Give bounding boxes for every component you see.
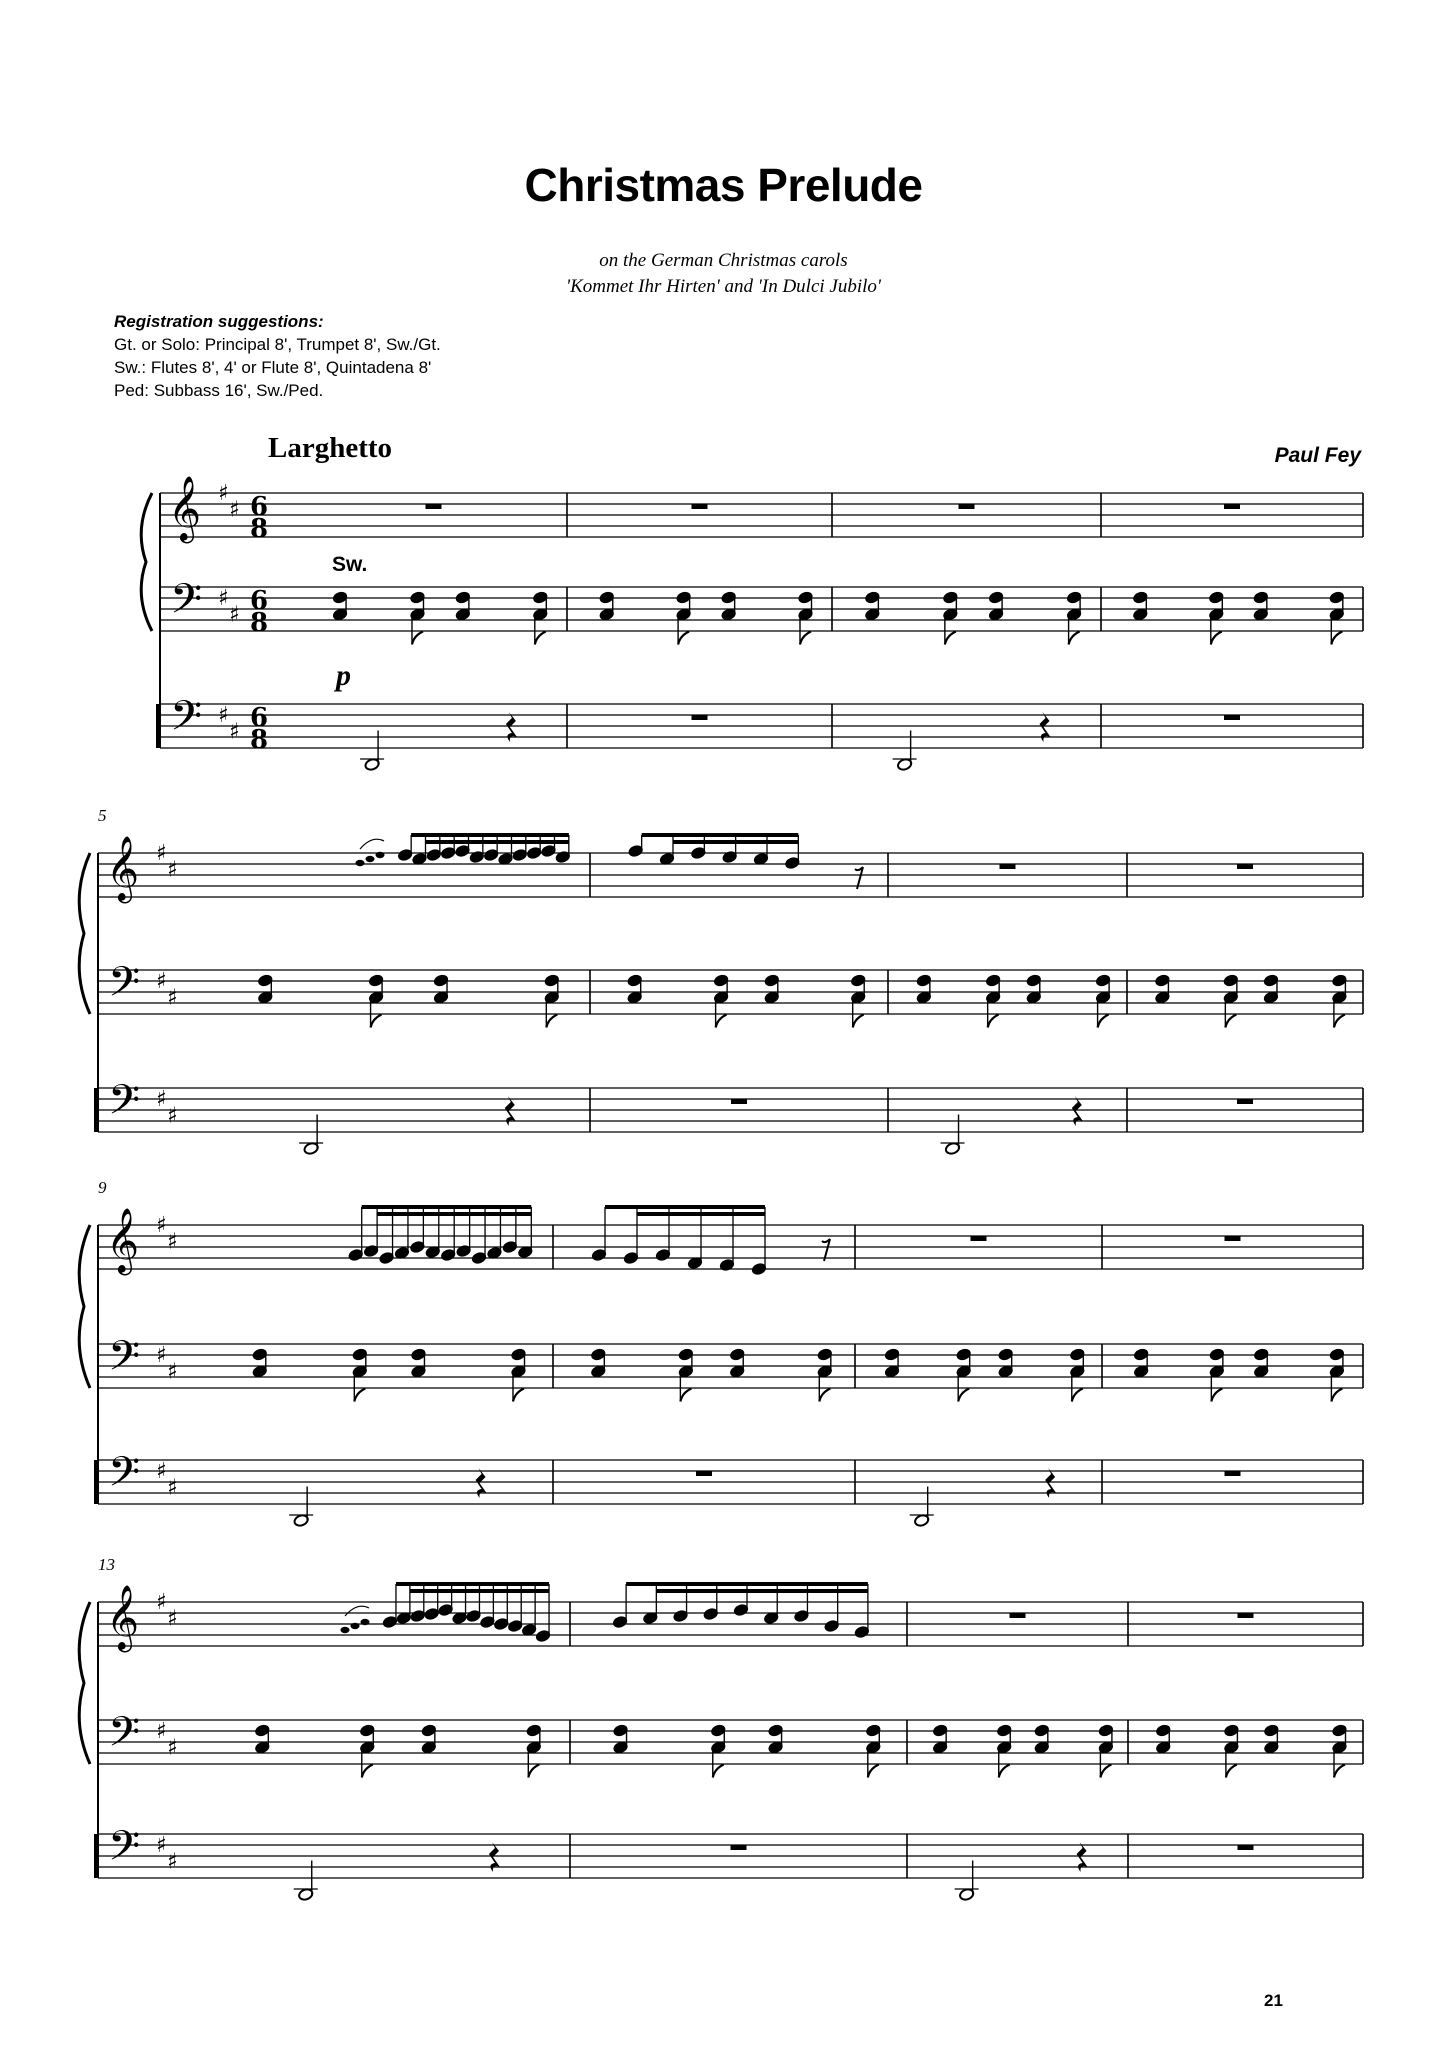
sharp-sign: ♯ [156,1087,167,1112]
note-flag [1334,1015,1345,1028]
sharp-sign: ♯ [156,1590,167,1615]
whole-rest [731,1099,747,1104]
measure-number: 5 [98,806,107,825]
note-flag [1211,1389,1222,1402]
note-flag [988,1015,999,1028]
note-flag [819,1389,830,1402]
sharp-sign: ♯ [218,586,229,611]
sharp-sign: ♯ [167,985,178,1011]
sharp-sign: ♯ [229,497,240,523]
time-signature-numerator: 6 [250,492,269,522]
grace-note [341,1627,350,1633]
grace-note [376,852,385,858]
whole-rest [692,504,708,509]
pedal-bracket [94,1834,97,1878]
whole-rest [1224,715,1240,720]
note-flag [716,1015,727,1028]
note-flag [1211,632,1222,645]
note-flag [535,632,546,645]
bass-clef: 𝄢 [170,692,203,750]
whole-rest [1237,1099,1253,1104]
whole-rest [1237,864,1253,869]
note-flag [800,632,811,645]
sharp-sign: ♯ [167,1606,178,1632]
treble-clef: 𝄞 [168,476,202,541]
grace-note [356,860,365,866]
note-flag [546,1015,557,1028]
sharp-sign: ♯ [156,969,167,994]
sharp-sign: ♯ [167,1359,178,1385]
note-flag [354,1389,365,1402]
composer-name: Paul Fey [1274,444,1361,467]
manual-label: Sw. [332,553,368,576]
whole-rest [971,1236,987,1241]
treble-clef: 𝄞 [106,836,140,901]
score-system [79,806,1363,1155]
note-flag [513,1389,524,1402]
sharp-sign: ♯ [229,602,240,628]
sharp-sign: ♯ [167,1229,178,1255]
dynamic-marking: p [336,659,351,692]
subtitle-line-2: 'Kommet Ihr Hirten' and 'In Dulci Jubilo' [566,276,881,297]
measure-number: 13 [98,1555,115,1574]
note-flag [1100,1765,1111,1778]
note-flag [853,1015,864,1028]
slur [360,839,384,849]
score-system [79,1178,1363,1527]
bass-clef: 𝄢 [108,1076,141,1134]
note-flag [1072,1389,1083,1402]
bass-clef: 𝄢 [108,958,141,1016]
note-flag [1225,1015,1236,1028]
note-flag [868,1765,879,1778]
sharp-sign: ♯ [167,1849,178,1875]
note-flag [1098,1015,1109,1028]
note-flag [1226,1765,1237,1778]
whole-rest [959,504,975,509]
treble-clef: 𝄞 [106,1208,140,1273]
whole-rest [731,1845,747,1850]
sharp-sign: ♯ [156,1343,167,1368]
sharp-sign: ♯ [218,481,229,506]
grace-note [361,1619,370,1625]
note-flag [713,1765,724,1778]
time-signature-numerator: 6 [250,703,269,733]
whole-rest [426,504,442,509]
sharp-sign: ♯ [167,857,178,883]
note-flag [958,1389,969,1402]
score-system [79,1555,1363,1901]
sharp-sign: ♯ [156,1719,167,1744]
pedal-bracket [94,1460,97,1504]
sharp-sign: ♯ [229,719,240,745]
page-number: 21 [1264,1991,1283,2010]
note-flag [999,1765,1010,1778]
brace [79,853,90,1014]
time-signature-denominator: 8 [250,514,269,544]
whole-rest [1224,504,1240,509]
tempo-marking: Larghetto [268,432,393,464]
note-flag [1334,1765,1345,1778]
note-flag [371,1015,382,1028]
note-flag [678,632,689,645]
whole-rest [1238,1613,1254,1618]
note-flag [1331,1389,1342,1402]
whole-rest [692,715,708,720]
time-signature-denominator: 8 [250,608,269,638]
registration-heading: Registration suggestions: [114,312,324,331]
time-signature-numerator: 6 [250,586,269,616]
sharp-sign: ♯ [156,841,167,866]
time-signature-denominator: 8 [250,725,269,755]
whole-rest [1000,864,1016,869]
bass-clef: 𝄢 [108,1822,141,1880]
note-flag [412,632,423,645]
brace [141,493,152,631]
pedal-bracket [94,1088,97,1132]
sharp-sign: ♯ [167,1103,178,1129]
score-system [141,476,1363,771]
note-flag [1331,632,1342,645]
note-flag [362,1765,373,1778]
piece-title: Christmas Prelude [524,159,923,211]
whole-rest [696,1471,712,1476]
registration-line: Ped: Subbass 16', Sw./Ped. [114,381,324,400]
measure-number: 9 [98,1178,107,1197]
subtitle-line-1: on the German Christmas carols [599,250,848,271]
brace [79,1225,90,1388]
whole-rest [1238,1845,1254,1850]
bass-clef: 𝄢 [108,1448,141,1506]
sharp-sign: ♯ [156,1459,167,1484]
registration-line: Gt. or Solo: Principal 8', Trumpet 8', Sw./Gt. [114,335,441,354]
whole-rest [1225,1471,1241,1476]
whole-rest [1225,1236,1241,1241]
note-flag [528,1765,539,1778]
registration-line: Sw.: Flutes 8', 4' or Flute 8', Quintadena 8' [114,358,432,377]
bass-clef: 𝄢 [170,575,203,633]
sharp-sign: ♯ [156,1213,167,1238]
sharp-sign: ♯ [218,703,229,728]
sharp-sign: ♯ [167,1735,178,1761]
grace-note [366,856,375,862]
sharp-sign: ♯ [156,1833,167,1858]
note-flag [680,1389,691,1402]
note-flag [945,632,956,645]
bass-clef: 𝄢 [108,1332,141,1390]
slur [345,1606,369,1616]
treble-clef: 𝄞 [106,1585,140,1650]
bass-clef: 𝄢 [108,1708,141,1766]
grace-note [351,1623,360,1629]
pedal-bracket [156,704,159,748]
whole-rest [1010,1613,1026,1618]
note-flag [1069,632,1080,645]
sharp-sign: ♯ [167,1475,178,1501]
brace [79,1602,90,1764]
